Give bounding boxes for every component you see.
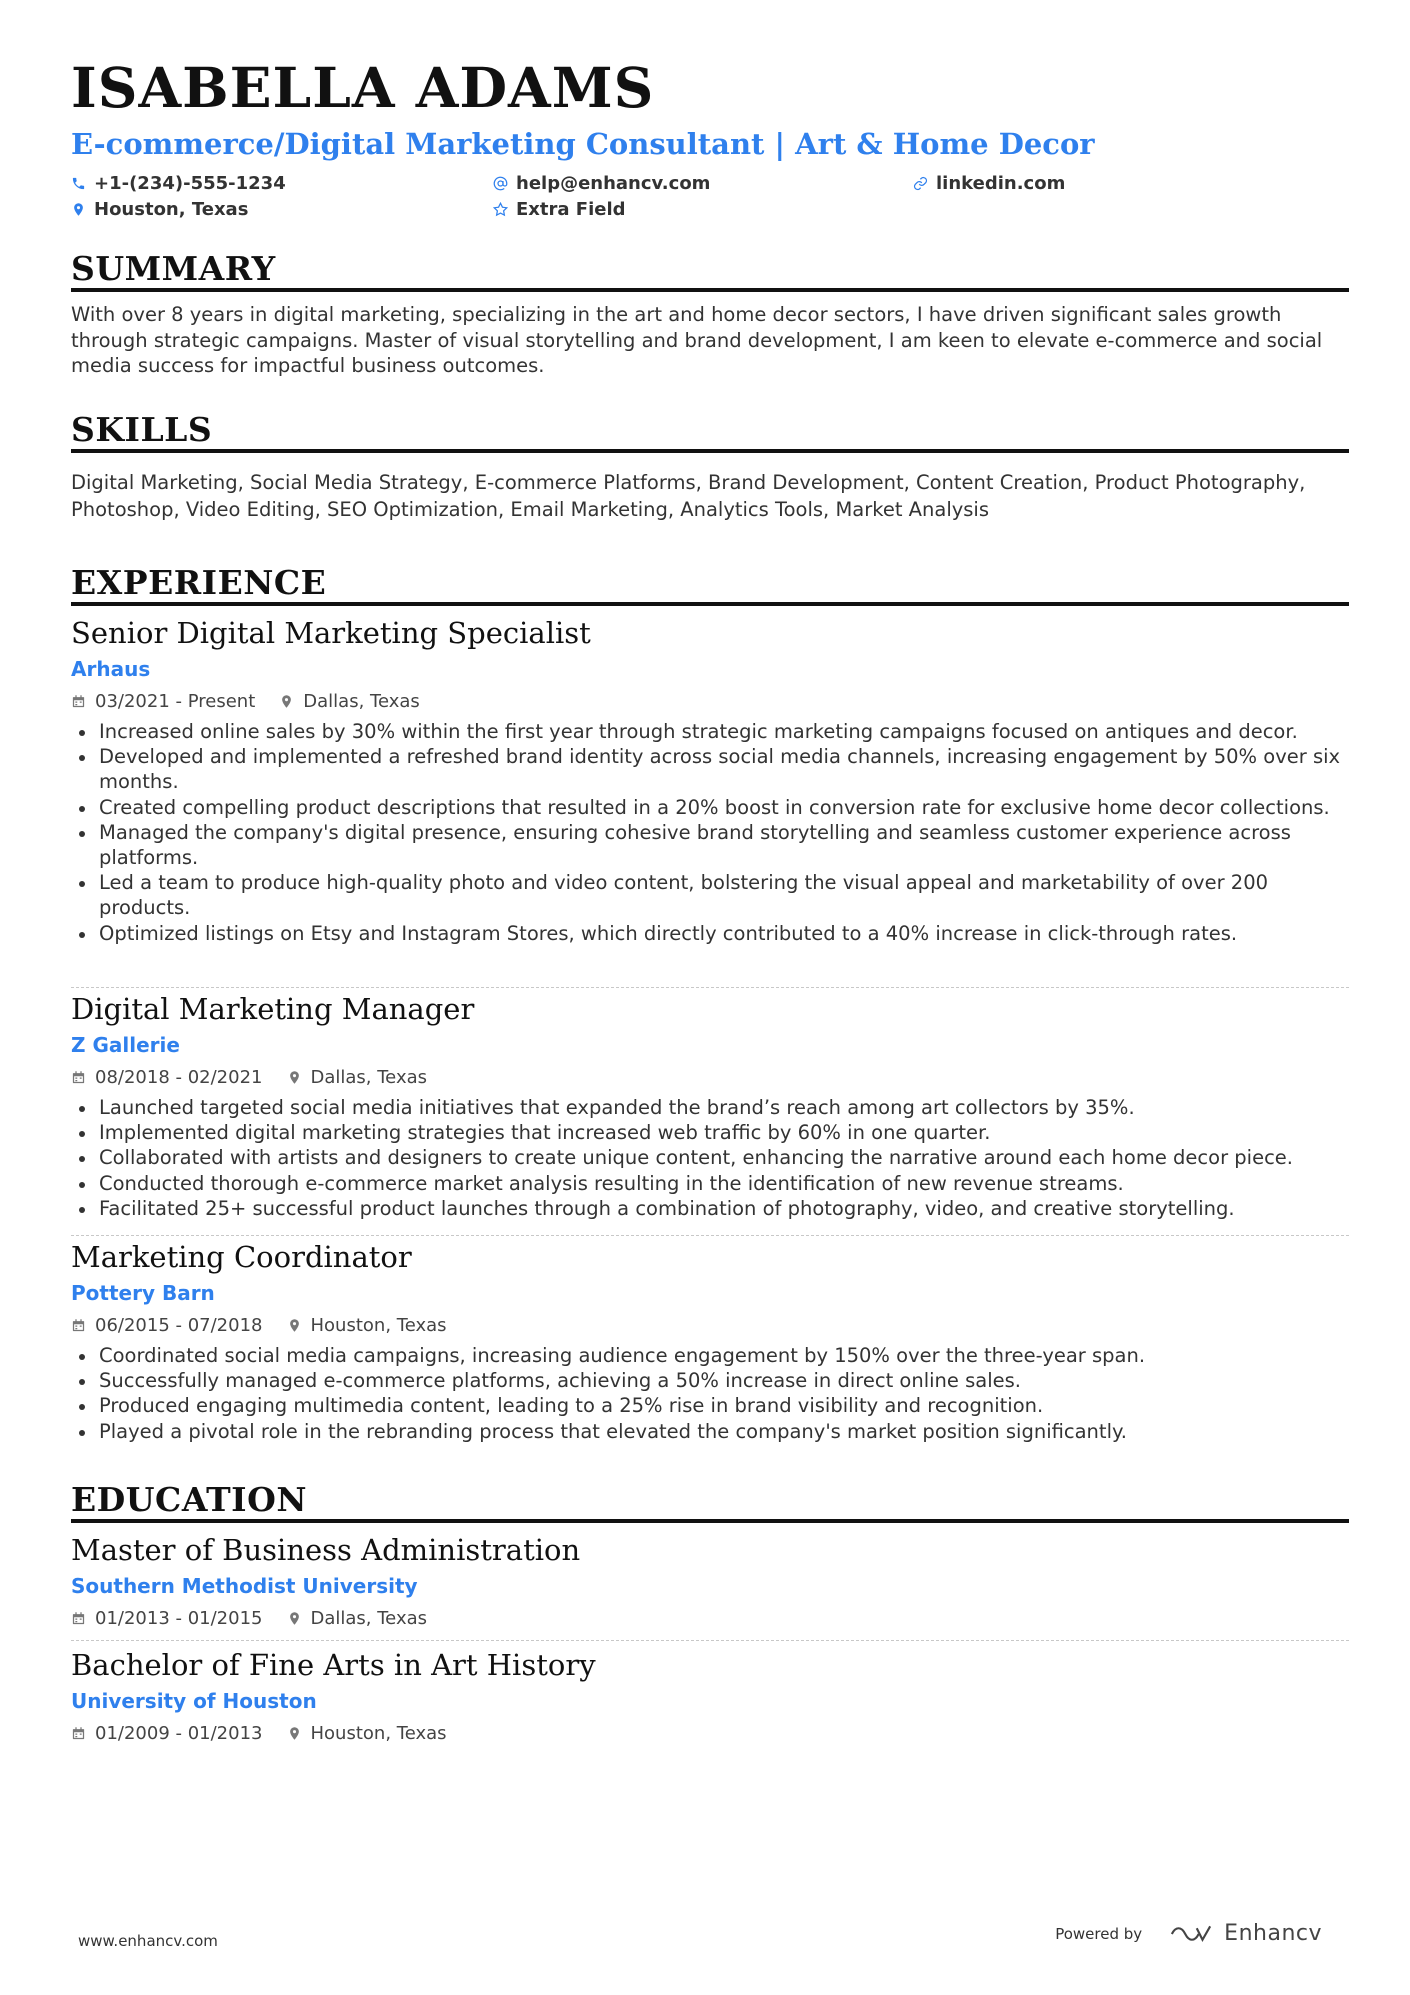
bullet-item: Successfully managed e-commerce platforms, achieving a 50% increase in direct online sales. [71,1368,1349,1393]
experience-rule [71,602,1349,606]
job-meta [71,1066,451,1088]
bullet-item: Optimized listings on Etsy and Instagram Stores, which directly contributed to a 40% increase in click-through rates. [71,921,1349,946]
powered-by-label: Powered by [1055,1924,1143,1943]
candidate-title: E-commerce/Digital Marketing Consultant | Art & Home Decor [71,127,1095,161]
divider [71,987,1349,988]
map-pin-icon [279,694,294,709]
job-title: Marketing Coordinator [71,1240,412,1274]
degree-title: Master of Business Administration [71,1533,581,1567]
map-pin-icon [287,1611,302,1626]
job-dates: 06/2015 - 07/2018 [95,1314,263,1336]
extra-field-text: Extra Field [516,198,626,220]
bullet-item: Conducted thorough e-commerce market analysis resulting in the identification of new revenue streams. [71,1171,1349,1196]
education-rule [71,1519,1349,1523]
bullet-item: Collaborated with artists and designers to create unique content, enhancing the narrative around each home decor piece. [71,1145,1349,1170]
job-dates: 03/2021 - Present [95,690,256,712]
school-name: Southern Methodist University [71,1574,418,1598]
bullet-item: Facilitated 25+ successful product launches through a combination of photography, video, and creative storytelling. [71,1196,1349,1221]
bullet-item: Created compelling product descriptions that resulted in a 20% boost in conversion rate for exclusive home decor collections. [71,795,1349,820]
contact-phone [71,171,286,195]
education-location: Houston, Texas [310,1722,447,1744]
summary-heading: SUMMARY [71,249,276,288]
education-dates: 01/2013 - 01/2015 [95,1607,263,1629]
map-pin-icon [287,1070,302,1085]
calendar-icon [71,694,86,709]
company-name: Z Gallerie [71,1033,180,1057]
summary-text: With over 8 years in digital marketing, specializing in the art and home decor sectors, I have driven significant sales growth through strategic campaigns. Master of visual storytelling and brand development, I am keen to elevate e-commerce and social media success for impactful business outcomes. [71,303,1323,377]
bullet-item: Implemented digital marketing strategies that increased web traffic by 60% in one quarter. [71,1120,1349,1145]
skills-heading: SKILLS [71,410,213,449]
brand-name: Enhancv [1224,1921,1322,1946]
bullet-item: Produced engaging multimedia content, leading to a 25% rise in brand visibility and recognition. [71,1393,1349,1418]
contact-location [71,197,248,221]
enhancv-logo-icon [1168,1922,1214,1946]
contact-extra [493,197,626,221]
education-dates: 01/2009 - 01/2013 [95,1722,263,1744]
job-bullets [71,719,1349,946]
calendar-icon [71,1318,86,1333]
calendar-icon [71,1611,86,1626]
footer-branding [1055,1921,1322,1946]
star-icon [493,202,508,217]
job-location: Dallas, Texas [303,690,420,712]
brand-logo[interactable] [1168,1921,1322,1946]
bullet-item: Led a team to produce high-quality photo and video content, bolstering the visual appeal and marketability of over 200 products. [71,870,1349,920]
skills-rule [71,449,1349,453]
bullet-item: Coordinated social media campaigns, increasing audience engagement by 150% over the three-year span. [71,1343,1349,1368]
job-title: Senior Digital Marketing Specialist [71,616,591,650]
calendar-icon [71,1726,86,1741]
bullet-item: Increased online sales by 30% within the first year through strategic marketing campaigns focused on antiques and decor. [71,719,1349,744]
map-pin-icon [287,1318,302,1333]
job-meta [71,690,444,712]
divider [71,1235,1349,1236]
divider [71,1640,1349,1641]
candidate-name: ISABELLA ADAMS [71,55,655,120]
footer-website[interactable]: www.enhancv.com [78,1932,218,1950]
location-text: Houston, Texas [94,198,249,220]
bullet-item: Launched targeted social media initiatives that expanded the brand’s reach among art collectors by 35%. [71,1095,1349,1120]
calendar-icon [71,1070,86,1085]
job-dates: 08/2018 - 02/2021 [95,1066,263,1088]
job-location: Houston, Texas [310,1314,447,1336]
map-pin-icon [71,202,86,217]
contact-email[interactable] [493,171,710,195]
at-sign-icon [493,176,508,191]
education-location: Dallas, Texas [310,1607,427,1629]
company-name: Pottery Barn [71,1281,215,1305]
summary-rule [71,288,1349,292]
linkedin-link[interactable]: linkedin.com [936,172,1066,194]
job-bullets [71,1343,1349,1444]
email-link[interactable]: help@enhancv.com [516,172,711,194]
education-meta [71,1722,471,1744]
job-bullets [71,1095,1349,1221]
phone-text: +1-(234)-555-1234 [94,172,286,194]
education-heading: EDUCATION [71,1480,308,1519]
education-meta [71,1607,451,1629]
bullet-item: Managed the company's digital presence, ensuring cohesive brand storytelling and seamless customer experience across platforms. [71,820,1349,870]
bullet-item: Developed and implemented a refreshed brand identity across social media channels, increasing engagement by 50% over six months. [71,744,1349,794]
job-location: Dallas, Texas [310,1066,427,1088]
bullet-item: Played a pivotal role in the rebranding process that elevated the company's market position significantly. [71,1419,1349,1444]
degree-title: Bachelor of Fine Arts in Art History [71,1648,596,1682]
skills-text: Digital Marketing, Social Media Strategy, E-commerce Platforms, Brand Development, Content Creation, Product Photography, Photoshop, Video Editing, SEO Optimization, Email Marketing, Analytics Tools, Market Analysis [71,471,1306,521]
school-name: University of Houston [71,1689,317,1713]
phone-icon [71,176,86,191]
company-name: Arhaus [71,657,151,681]
job-meta [71,1314,471,1336]
job-title: Digital Marketing Manager [71,992,475,1026]
experience-heading: EXPERIENCE [71,563,327,602]
contact-linkedin[interactable] [913,171,1065,195]
map-pin-icon [287,1726,302,1741]
link-icon [913,176,928,191]
